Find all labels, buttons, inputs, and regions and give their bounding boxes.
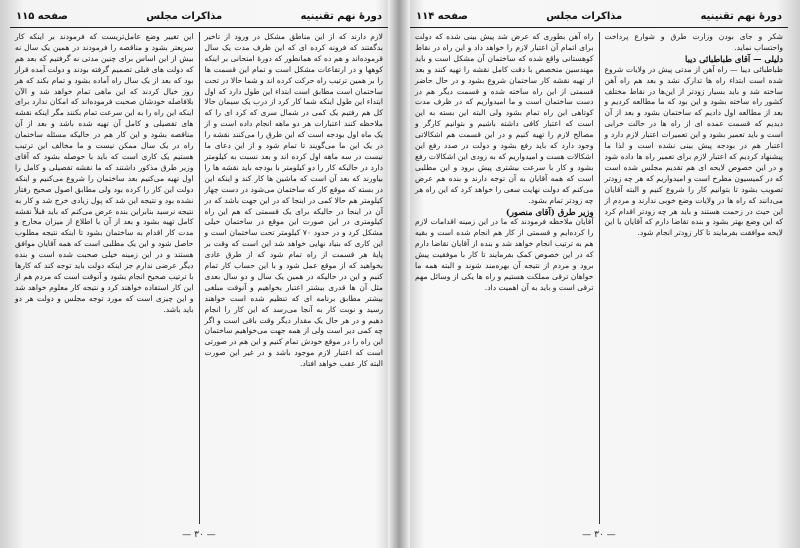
right-page-right-column (600, 32, 789, 524)
left-header-session: دورهٔ نهم تقنینیه (300, 11, 382, 22)
left-page-number: — ۳۰ — (182, 530, 216, 540)
right-header-title: مذاکرات مجلس (546, 11, 623, 22)
right-page-left-column-text-2: آقایان ملاحظه فرمودند که ما در این زمینه اقدامات لازم را کرده‌ایم و قسمتی از کار هم انجام شده است و بقیه هم به ترتیب انجام خواهد شد و بنده از آقایان تقاضا دارم که در این خصوص کمک بفرمایند تا کار با موفقیت پیش برود و مردم از نتیجه آن بهره‌مند شوند و البته همه ما خواهان ترقی مملکت هستیم و راه ها یکی از وسائل مهم ترقی است و باید به آن اهمیت داد. (415, 217, 594, 292)
right-page-left-column-text-1: راه آهن بطوری که عرض شد پیش بینی شده که دولت برای اتمام آن اعتبار لازم را خواهد داد و این راه در نقاط کوهستانی واقع شده که ساختمان آن مشکل است و باید مهندسین متخصص با دقت کامل نقشه را تهیه کنند و بعد از تهیه نقشه کار ساختمان شروع بشود و در حال حاضر قسمتی از این راه ساخته شده و قسمت دیگر هم در دست ساختمان است و ما امیدواریم که در ظرف مدت کوتاهی این راه تمام بشود ولی البته این بسته به این است که اعتبار کافی داشته باشیم و بتوانیم کارگر و مصالح لازم را تهیه کنیم و در این قسمت هم اشکالاتی وجود دارد که باید رفع بشود و دولت در صدد رفع این اشکالات هست و امیدواریم که به زودی این اشکالات رفع بشود و کار با سرعت بیشتری پیش برود و این مطلبی است که همه آقایان به آن توجه دارند و بنده هم عرض می‌کنم که دولت نهایت سعی را خواهد کرد که این راه هر چه زودتر تمام بشود. (415, 32, 594, 205)
left-page-right-column (200, 32, 389, 524)
speaker-heading-2: وزیر طرق (آقای منصور) (505, 206, 594, 217)
left-header-page: صفحه ۱۱۵ (16, 11, 68, 22)
left-page-left-column (10, 32, 200, 524)
right-page-columns (410, 32, 788, 524)
right-page-intro-text: شکر و جای بودن وزارت طرق و شوارع پرداخت واحتساب نماید. (604, 32, 783, 52)
left-page (10, 6, 388, 542)
book-gutter (388, 0, 410, 548)
right-header-session: دورهٔ نهم تقنینیه (700, 11, 782, 22)
left-header-title: مذاکرات مجلس (146, 11, 223, 22)
right-page-left-column (410, 32, 600, 524)
right-page-number: — ۳۰ — (582, 530, 616, 540)
right-page (410, 6, 788, 542)
right-header-page: صفحه ۱۱۴ (416, 11, 468, 22)
speaker-heading-1: دلیلی — آقای طباطبائی دیبا (685, 53, 783, 64)
right-page-right-column-text: طباطبائی دیبا — راه آهن از مدتی پیش در ولایات شروع شده است ابتداء راه ها تدارک نشد و بعد هم راه آهن ساخته شد و باید بسیار زودتر از این‌ها در نقاط مختلف کشور راه ساخته بشود و این بود که ما مطالعه کردیم و بعد از مطالعه اول دادیم که ساختمان بشود و بعد از آن دیدیم که قسمت عمده ای از راه ها در حالت خرابی است و باید تعمیر بشود و این تعمیرات اعتبار لازم دارد و اعتبار هم در بودجه پیش بینی نشده است و لذا ما پیشنهاد کردیم که اعتبار لازم برای تعمیر راه ها داده شود و در این خصوص لایحه ای هم تقدیم مجلس شده است که در کمیسیون مطرح است و امیدواریم که هر چه زودتر تصویب بشود تا بتوانیم کار را شروع کنیم و البته آقایان می‌دانند که راه ها در ولایات وضع خوبی ندارند و مردم از این حیث در زحمت هستند و باید هر چه زودتر اقدام کرد که این وضع بهتر بشود و بنده تقاضا دارم که آقایان با این لایحه موافقت بفرمایند تا کار زودتر انجام شود. (604, 64, 783, 238)
left-page-right-column-text: لازم دارند که از این مناطق مشکل در ورود از تاخیر بدگفتند که فرونه کرده ای که این ظرف مدت یک سال قرموده‌اند و هم ده که همانطور که دورهٔ امتحانی بر اینکه کوهها و در ارتفاعات مشکل است و تمام این قسمت ها را بر همین ترتیب راه حرکت کرده اند و شما حالا در تحت ساختمان است مطابق است ابتداء این طول دارد که اول ابتداء این طول اینکه شما کار کرد از درب یک سیمان حالا کل هم رفتیم یک کمی در شمال سری که کرد ای را که ملاحظه کنند اعتبارات هر دو ماهه انجام داده است و از یک ماه اول بودجه است که این طرق را می‌کنند نقشه را در یک این ما می‌گویند تا تمام شود و از این دعای ما نیست در سه ماهه اول کرده اند و بعد نسبت به کیلومتر دارد در حالیکه کار را دو کیلومتر با بودجه باید نقشه ها را بیاورند که بعد آن است که ماشین ها کار کند و اینکه این در بسته که موقع کار که ساختمان می‌شود در دست چهار کیلومتر هم حالا کمی در اینجا که در این جهت باشد که در آن در اینجا در حالیکه برای یک قسمتی که هم این راه کیلومتری در این صورت این موقع در ساختمان خیلی مشکل کرد و در حدود ۷۰ کیلومتر تحت ساختمان است و این کاری که بنیاد نهایی خواهد شد این است که وقت بر پایهٔ هر قسمت از راه تمام شود که از طرق عادی بخواهید که از موقع عمل شود و با این حساب کار تمام کنیم و این در حالیکه در همین یک سال و دو سال بعدی مثل آن ها قدری بیشتر اعتبار بخواهیم و آنوقت مبلغی بیشتر مطابق برنامه ای که تنظیم شده است خواهند رسید و نوبت کار به آنجا می‌رسد که این کار را انجام دهیم و در هر حال یک مقدار دیگر وقت باقی است و اگر چه کمی دیر است ولی از همه جهت می‌خواهیم ساختمان این راه را در موقع خودش تمام کنیم و این هم در صورتی است که اعتبار لازم موجود باشد و در غیر این صورت البته کار عقب خواهد افتاد. (204, 32, 383, 369)
right-page-header (410, 6, 788, 28)
left-page-header (10, 6, 388, 28)
left-page-columns (10, 32, 388, 524)
left-page-left-column-text: این تغییر وضع عامل‌تریست که فرمودند بر اینکه کار سریعتر بشود و مناقصه را فرمودند در همین یک سال نه بیش از این اساس برای چنین مدتی نه گرفتیم که بعد هم که دولت های قبلی تصمیم گرفته بودند و دولت آمده قرار بود که بعد از یک سال راه آماده بشود و تمام بکند که هر روز خیال کردند که این ماهی تمام خواهد شد و الآن بلافاصله خودشان صحبت فرموده‌اند که امکان ندارد برای اینکه این راه را به این سرعت تمام بکنند مگر اینکه نقشه های تفصیلی و کامل آن تهیه شده باشد و بعد از آن مناقصه بشود و این کار هم در حالیکه مسئله ساختمان راه در یک سال ممکن نیست و ما مخالف این ترتیب هستیم یک کاری است که باید با حوصله بشود که آقای وزیر طرق مذکور داشتند که ما نقشه تفصیلی و کامل را اول تهیه می‌کنیم بعد ساختمان را شروع می‌کنیم و اینکه دولت این کار را کرده بود ولی مطابق اصول صحیح رفتار نشده بود و نتیجه این شد که پول زیادی خرج شد و کار به نتیجه نرسید بنابراین بنده عرض می‌کنم که باید قبلاً نقشه کامل تهیه بشود و بعد از آن با اطلاع از میزان مخارج و مدت کار اقدام به ساختمان بشود تا اینکه نتیجه مطلوب حاصل شود و این یک مطلبی است که همه آقایان موافق هستند و در این زمینه خیلی صحبت شده است و بنده دیگر عرضی ندارم جز اینکه دولت باید توجه کند که کارها با ترتیب صحیح انجام بشود و آنوقت است که مردم هم از این کار استفاده خواهند کرد و نتیجه کار معلوم خواهد شد و این چیزی است که مورد توجه مجلس و دولت هر دو باید باشد. (15, 32, 194, 314)
